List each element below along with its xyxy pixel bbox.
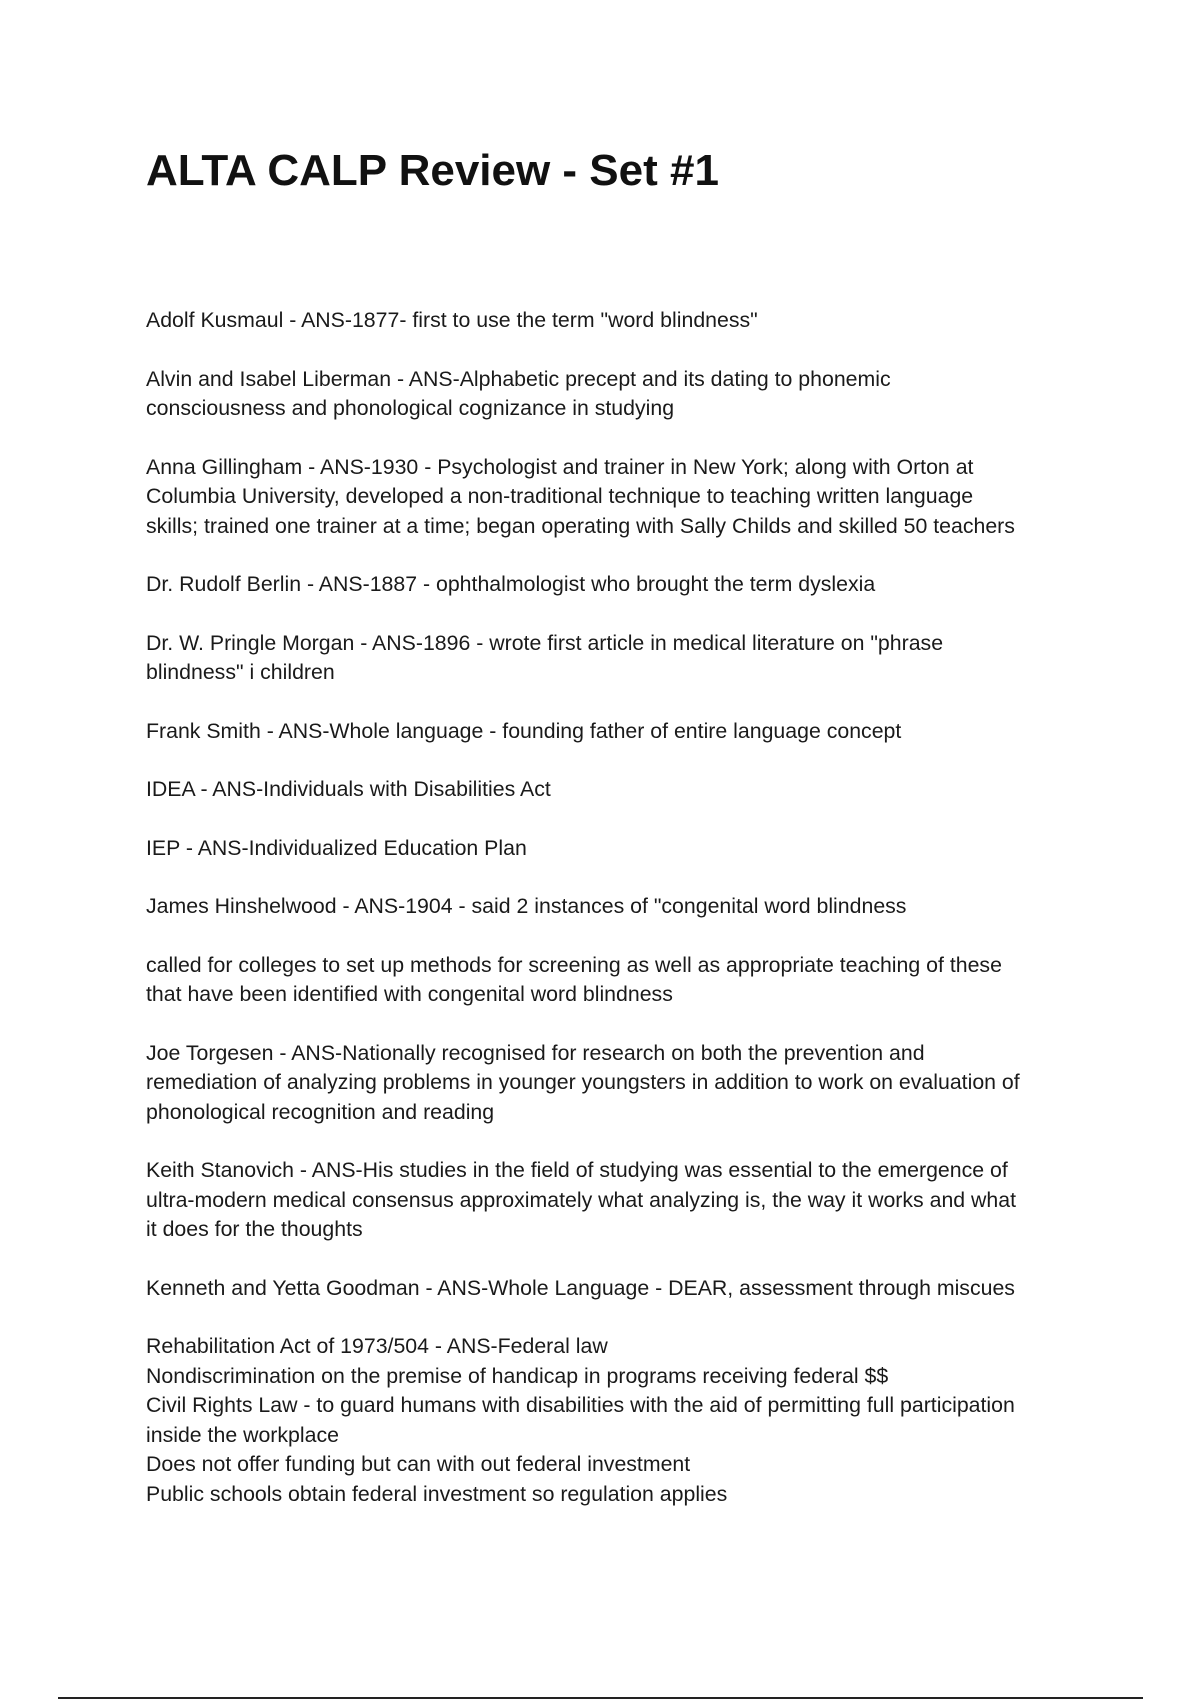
entry-text-line: Keith Stanovich - ANS-His studies in the field of studying was essential to the emergence of	[146, 1158, 1008, 1182]
entry-text-line: Columbia University, developed a non-traditional technique to teaching written language	[146, 484, 974, 508]
review-entry	[146, 717, 1086, 747]
entry-text-line: Alvin and Isabel Liberman - ANS-Alphabetic precept and its dating to phonemic	[146, 366, 891, 391]
entry-text-line: IEP - ANS-Individualized Education Plan	[146, 835, 527, 860]
entry-text-line: Nondiscrimination on the premise of handicap in programs receiving federal $$	[146, 1363, 889, 1388]
entry-text-line: consciousness and phonological cognizance in studying	[146, 396, 675, 420]
entry-text-line: ultra-modern medical consensus approximately what analyzing is, the way it works and what	[146, 1187, 1017, 1212]
entry-text-line: Adolf Kusmaul - ANS-1877- first to use the term "word blindness"	[146, 308, 758, 332]
entry-text-line: inside the workplace	[146, 1422, 339, 1447]
entry-text-line: it does for the thoughts	[146, 1217, 363, 1241]
review-entry	[146, 629, 1086, 688]
review-entry	[146, 834, 1086, 864]
entry-text-line: skills; trained one trainer at a time; began operating with Sally Childs and skilled 50 teachers	[146, 513, 1015, 538]
review-entry	[146, 1332, 1086, 1509]
review-entry	[146, 775, 1086, 805]
review-entry	[146, 951, 1086, 1010]
entry-text-line: Anna Gillingham - ANS-1930 - Psychologist and trainer in New York; along with Orton at	[146, 454, 974, 479]
entry-text-line: Civil Rights Law - to guard humans with disabilities with the aid of permitting full participation	[146, 1393, 1015, 1417]
entry-text-line: Joe Torgesen - ANS-Nationally recognised for research on both the prevention and	[146, 1040, 925, 1065]
entry-text-line: Kenneth and Yetta Goodman - ANS-Whole Language - DEAR, assessment through miscues	[146, 1275, 1015, 1300]
entry-text-line: Dr. Rudolf Berlin - ANS-1887 - ophthalmologist who brought the term dyslexia	[146, 572, 876, 596]
review-entry	[146, 892, 1086, 922]
review-entry-list	[146, 306, 1086, 1538]
entry-text-line: that have been identified with congenital word blindness	[146, 982, 673, 1006]
entry-text-line: Public schools obtain federal investment so regulation applies	[146, 1481, 728, 1506]
entry-text-line: called for colleges to set up methods for screening as well as appropriate teaching of these	[146, 952, 1002, 977]
entry-text-line: blindness" i children	[146, 660, 335, 684]
review-entry	[146, 1274, 1086, 1304]
review-entry	[146, 1156, 1086, 1245]
page-title: ALTA CALP Review - Set #1	[146, 146, 719, 195]
entry-text-line: James Hinshelwood - ANS-1904 - said 2 instances of "congenital word blindness	[146, 894, 907, 918]
entry-text-line: Does not offer funding but can with out federal investment	[146, 1452, 691, 1476]
entry-text-line: Rehabilitation Act of 1973/504 - ANS-Federal law	[146, 1334, 608, 1358]
entry-text-line: phonological recognition and reading	[146, 1099, 495, 1124]
entry-text-line: remediation of analyzing problems in younger youngsters in addition to work on evaluation of	[146, 1070, 1020, 1094]
footer-divider	[58, 1697, 1143, 1699]
review-entry	[146, 1039, 1086, 1128]
review-entry	[146, 365, 1086, 424]
review-entry	[146, 306, 1086, 336]
entry-text-line: Frank Smith - ANS-Whole language - founding father of entire language concept	[146, 718, 902, 743]
review-entry	[146, 570, 1086, 600]
entry-text-line: Dr. W. Pringle Morgan - ANS-1896 - wrote first article in medical literature on "phrase	[146, 630, 944, 655]
entry-text-line: IDEA - ANS-Individuals with Disabilities Act	[146, 777, 551, 801]
review-entry	[146, 453, 1086, 542]
